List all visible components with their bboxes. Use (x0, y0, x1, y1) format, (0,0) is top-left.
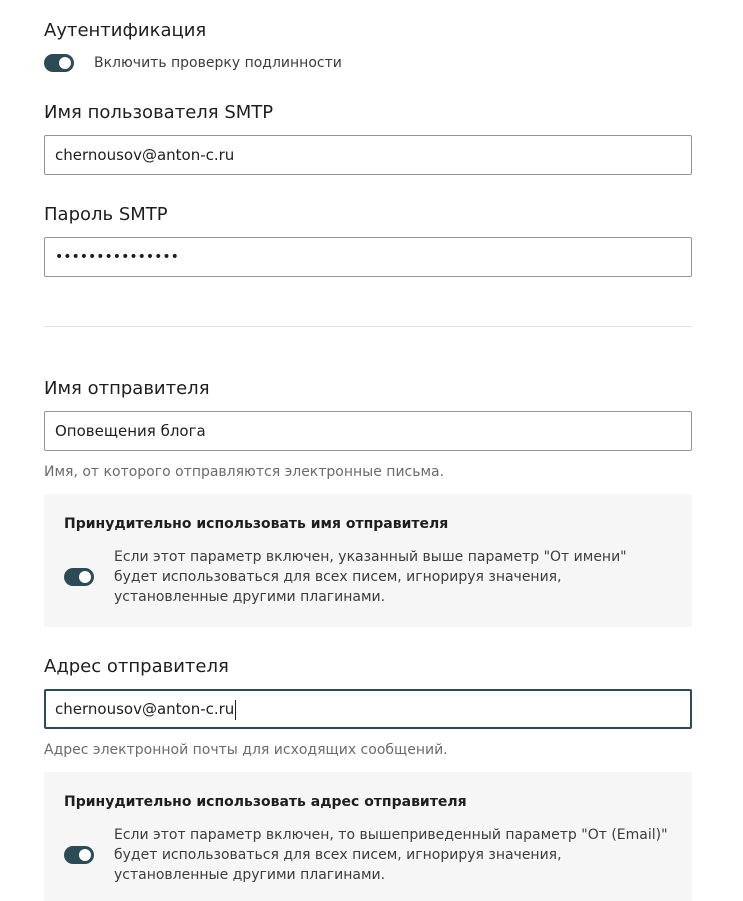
force-from-email-panel (44, 772, 692, 901)
force-from-email-toggle[interactable] (64, 846, 94, 864)
from-name-input[interactable]: Оповещения блога (44, 411, 692, 451)
auth-section-title: Аутентификация (44, 20, 207, 41)
force-from-name-panel (44, 494, 692, 627)
from-email-value: chernousov@anton-c.ru (55, 700, 235, 718)
toggle-knob (79, 571, 91, 583)
force-from-email-title: Принудительно использовать адрес отправителя (64, 794, 467, 810)
auth-toggle-label: Включить проверку подлинности (94, 55, 342, 71)
from-email-label: Адрес отправителя (44, 656, 229, 677)
from-name-label: Имя отправителя (44, 378, 210, 399)
smtp-username-input[interactable]: chernousov@anton-c.ru (44, 135, 692, 175)
force-from-name-toggle[interactable] (64, 568, 94, 586)
from-email-help: Адрес электронной почты для исходящих сообщений. (44, 742, 448, 758)
auth-toggle[interactable] (44, 54, 74, 72)
force-from-name-description: Если этот параметр включен, указанный выше параметр "От имени" будет использоваться для всех писем, игнорируя значения, установленные другими плагинами. (114, 549, 627, 605)
force-from-name-title: Принудительно использовать имя отправителя (64, 516, 449, 532)
force-from-email-description: Если этот параметр включен, то вышеприведенный параметр "От (Email)" будет использоваться для всех писем, игнорируя значения, установленные другими плагинами. (114, 827, 668, 883)
smtp-username-label: Имя пользователя SMTP (44, 102, 274, 123)
section-divider (44, 326, 692, 327)
toggle-knob (59, 57, 71, 69)
from-name-help: Имя, от которого отправляются электронные письма. (44, 464, 445, 480)
smtp-password-input[interactable]: ••••••••••••••• (44, 237, 692, 277)
toggle-knob (79, 849, 91, 861)
text-caret (235, 700, 236, 720)
smtp-password-label: Пароль SMTP (44, 204, 168, 225)
from-email-input[interactable] (44, 689, 692, 729)
